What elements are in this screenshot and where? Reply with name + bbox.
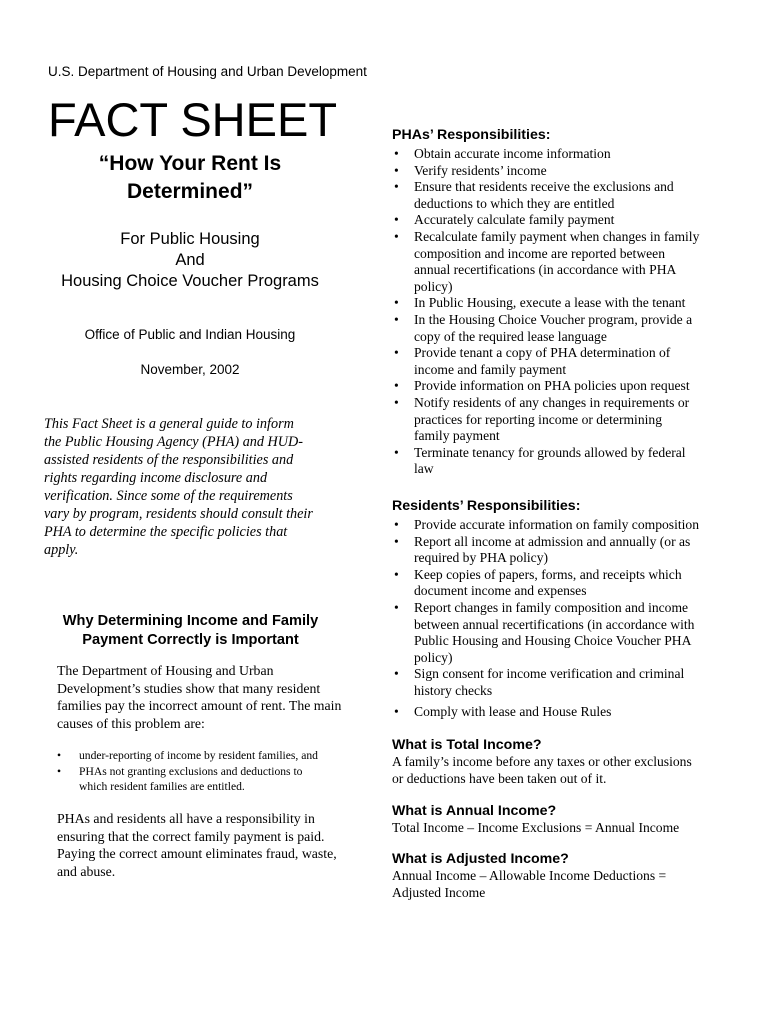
- programs: [40, 229, 340, 292]
- list-item: • Notify residents of any changes in requirements or practices for reporting income or determining family payment: [392, 395, 722, 445]
- agency-name: U.S. Department of Housing and Urban Development: [48, 64, 367, 79]
- list-item: • Terminate tenancy for grounds allowed by federal law: [392, 445, 722, 478]
- item-line: Public Housing and Housing Choice Voucher PHA: [414, 633, 692, 649]
- responsibility-line: PHAs and residents all have a responsibility in: [57, 811, 315, 826]
- item-line: Accurately calculate family payment: [414, 212, 615, 228]
- item-line: Report changes in family composition and income: [414, 599, 689, 615]
- cause-line: under-reporting of income by resident families, and: [79, 749, 318, 762]
- list-item: • Sign consent for income verification and criminal history checks: [392, 666, 722, 699]
- item-line: Provide accurate information on family composition: [414, 517, 700, 532]
- item-line: Terminate tenancy for grounds allowed by federal: [414, 444, 686, 460]
- pha-responsibilities-heading: PHAs’ Responsibilities:: [392, 127, 551, 143]
- item-line: practices for reporting income or determining: [414, 411, 662, 427]
- responsibility-paragraph: [57, 810, 347, 880]
- item-line: In Public Housing, execute a lease with the tenant: [414, 295, 686, 311]
- item-line: income and family payment: [414, 361, 567, 377]
- list-item: • Comply with lease and House Rules: [392, 704, 722, 721]
- item-line: required by PHA policy): [414, 550, 549, 566]
- list-item: • Report all income at admission and annually (or as required by PHA policy): [392, 534, 722, 567]
- item-line: Report all income at admission and annually (or as: [414, 533, 691, 549]
- programs-line: And: [175, 251, 205, 269]
- why-heading: [48, 612, 333, 650]
- item-line: between annual recertifications (in accordance with: [414, 616, 695, 632]
- responsibility-line: ensuring that the correct family payment is paid.: [57, 828, 325, 844]
- intro-line: This Fact Sheet is a general guide to inform: [44, 416, 294, 432]
- item-line: annual recertifications (in accordance with PHA: [414, 262, 677, 278]
- item-line: Keep copies of papers, forms, and receipts which: [414, 566, 682, 582]
- why-line: families pay the incorrect amount of rent. The main: [57, 698, 342, 713]
- item-line: composition and income are reported between: [414, 245, 666, 261]
- list-item: • Obtain accurate income information: [392, 146, 722, 163]
- total-income-heading: What is Total Income?: [392, 737, 542, 753]
- subtitle-line: Determined”: [126, 180, 254, 203]
- formula-line: Adjusted Income: [392, 884, 486, 900]
- item-line: document income and expenses: [414, 583, 587, 599]
- item-line: policy): [414, 649, 453, 665]
- total-income-definition: [392, 754, 732, 787]
- list-item: • Report changes in family composition and income between annual recertifications (in accordance with Public Housing and Housing Choice Voucher PHA policy): [392, 600, 722, 666]
- responsibility-line: Paying the correct amount eliminates fraud, waste,: [57, 846, 337, 861]
- item-line: law: [414, 461, 434, 477]
- item-line: In the Housing Choice Voucher program, provide a: [414, 311, 693, 327]
- intro-line: rights regarding income disclosure and: [44, 470, 268, 486]
- office-name: Office of Public and Indian Housing: [84, 327, 296, 342]
- item-line: history checks: [414, 682, 493, 698]
- item-line: Ensure that residents receive the exclusions and: [414, 179, 674, 195]
- why-heading-line: Why Determining Income and Family: [62, 613, 319, 629]
- intro-line: vary by program, residents should consult their: [44, 506, 313, 522]
- item-line: Notify residents of any changes in requirements or: [414, 394, 690, 410]
- why-line: causes of this problem are:: [57, 715, 205, 731]
- intro-paragraph: [44, 415, 344, 559]
- intro-line: apply.: [44, 542, 79, 558]
- causes-list: [57, 748, 347, 795]
- subtitle: [40, 150, 340, 206]
- annual-income-heading: What is Annual Income?: [392, 803, 557, 819]
- adjusted-income-formula: [392, 868, 732, 901]
- intro-line: assisted residents of the responsibilities and: [44, 452, 294, 468]
- list-item: • Verify residents’ income: [392, 163, 722, 180]
- residents-responsibilities-list: [392, 517, 722, 720]
- responsibility-line: and abuse.: [57, 863, 116, 879]
- pha-responsibilities-list: [392, 146, 722, 478]
- why-line: Development’s studies show that many resident: [57, 680, 321, 696]
- page-title: FACT SHEET: [48, 93, 338, 146]
- right-column: [380, 0, 768, 1024]
- list-item: • PHAs not granting exclusions and deductions to which resident families are entitled.: [57, 764, 347, 795]
- adjusted-income-heading: What is Adjusted Income?: [392, 851, 569, 867]
- formula-line: Total Income – Income Exclusions = Annual Income: [392, 820, 680, 835]
- definition-line: or deductions have been taken out of it.: [392, 770, 607, 786]
- item-line: copy of the required lease language: [414, 328, 607, 344]
- list-item: • In the Housing Choice Voucher program, provide a copy of the required lease language: [392, 312, 722, 345]
- list-item: • Provide information on PHA policies upon request: [392, 378, 722, 395]
- definition-line: A family’s income before any taxes or other exclusions: [392, 754, 692, 769]
- list-item: • Ensure that residents receive the exclusions and deductions to which they are entitled: [392, 179, 722, 212]
- why-heading-line: Payment Correctly is Important: [82, 632, 299, 648]
- intro-line: verification. Since some of the requirements: [44, 488, 293, 504]
- item-line: Recalculate family payment when changes in family: [414, 228, 700, 244]
- item-line: Verify residents’ income: [414, 162, 547, 178]
- item-line: Sign consent for income verification and criminal: [414, 666, 685, 682]
- left-column: [0, 0, 380, 1024]
- list-item: • Provide tenant a copy of PHA determination of income and family payment: [392, 345, 722, 378]
- list-item: • under-reporting of income by resident families, and: [57, 748, 347, 764]
- item-line: deductions to which they are entitled: [414, 195, 615, 211]
- annual-income-formula: [392, 820, 732, 837]
- intro-line: PHA to determine the specific policies that: [44, 524, 288, 540]
- intro-line: the Public Housing Agency (PHA) and HUD-: [44, 434, 303, 450]
- why-paragraph: [57, 662, 347, 732]
- item-line: Provide information on PHA policies upon request: [414, 378, 690, 394]
- item-line: family payment: [414, 428, 500, 444]
- list-item: • Accurately calculate family payment: [392, 212, 722, 229]
- item-line: Provide tenant a copy of PHA determination of: [414, 345, 671, 361]
- formula-line: Annual Income – Allowable Income Deductions =: [392, 868, 667, 883]
- item-line: Obtain accurate income information: [414, 146, 611, 161]
- list-item: • Provide accurate information on family composition: [392, 517, 722, 534]
- item-line: policy): [414, 278, 453, 294]
- item-line: Comply with lease and House Rules: [414, 703, 612, 719]
- publication-date: November, 2002: [140, 362, 240, 377]
- subtitle-line: “How Your Rent Is: [98, 152, 282, 175]
- cause-line: which resident families are entitled.: [79, 780, 245, 793]
- cause-line: PHAs not granting exclusions and deductions to: [79, 764, 303, 778]
- residents-responsibilities-heading: Residents’ Responsibilities:: [392, 498, 581, 514]
- list-item: • In Public Housing, execute a lease with the tenant: [392, 295, 722, 312]
- list-item: • Keep copies of papers, forms, and receipts which document income and expenses: [392, 567, 722, 600]
- programs-line: Housing Choice Voucher Programs: [61, 272, 319, 290]
- why-line: The Department of Housing and Urban: [57, 663, 274, 678]
- programs-line: For Public Housing: [120, 230, 260, 248]
- list-item: • Recalculate family payment when changes in family composition and income are reported between annual recertifications (in accordance with PHA policy): [392, 229, 722, 295]
